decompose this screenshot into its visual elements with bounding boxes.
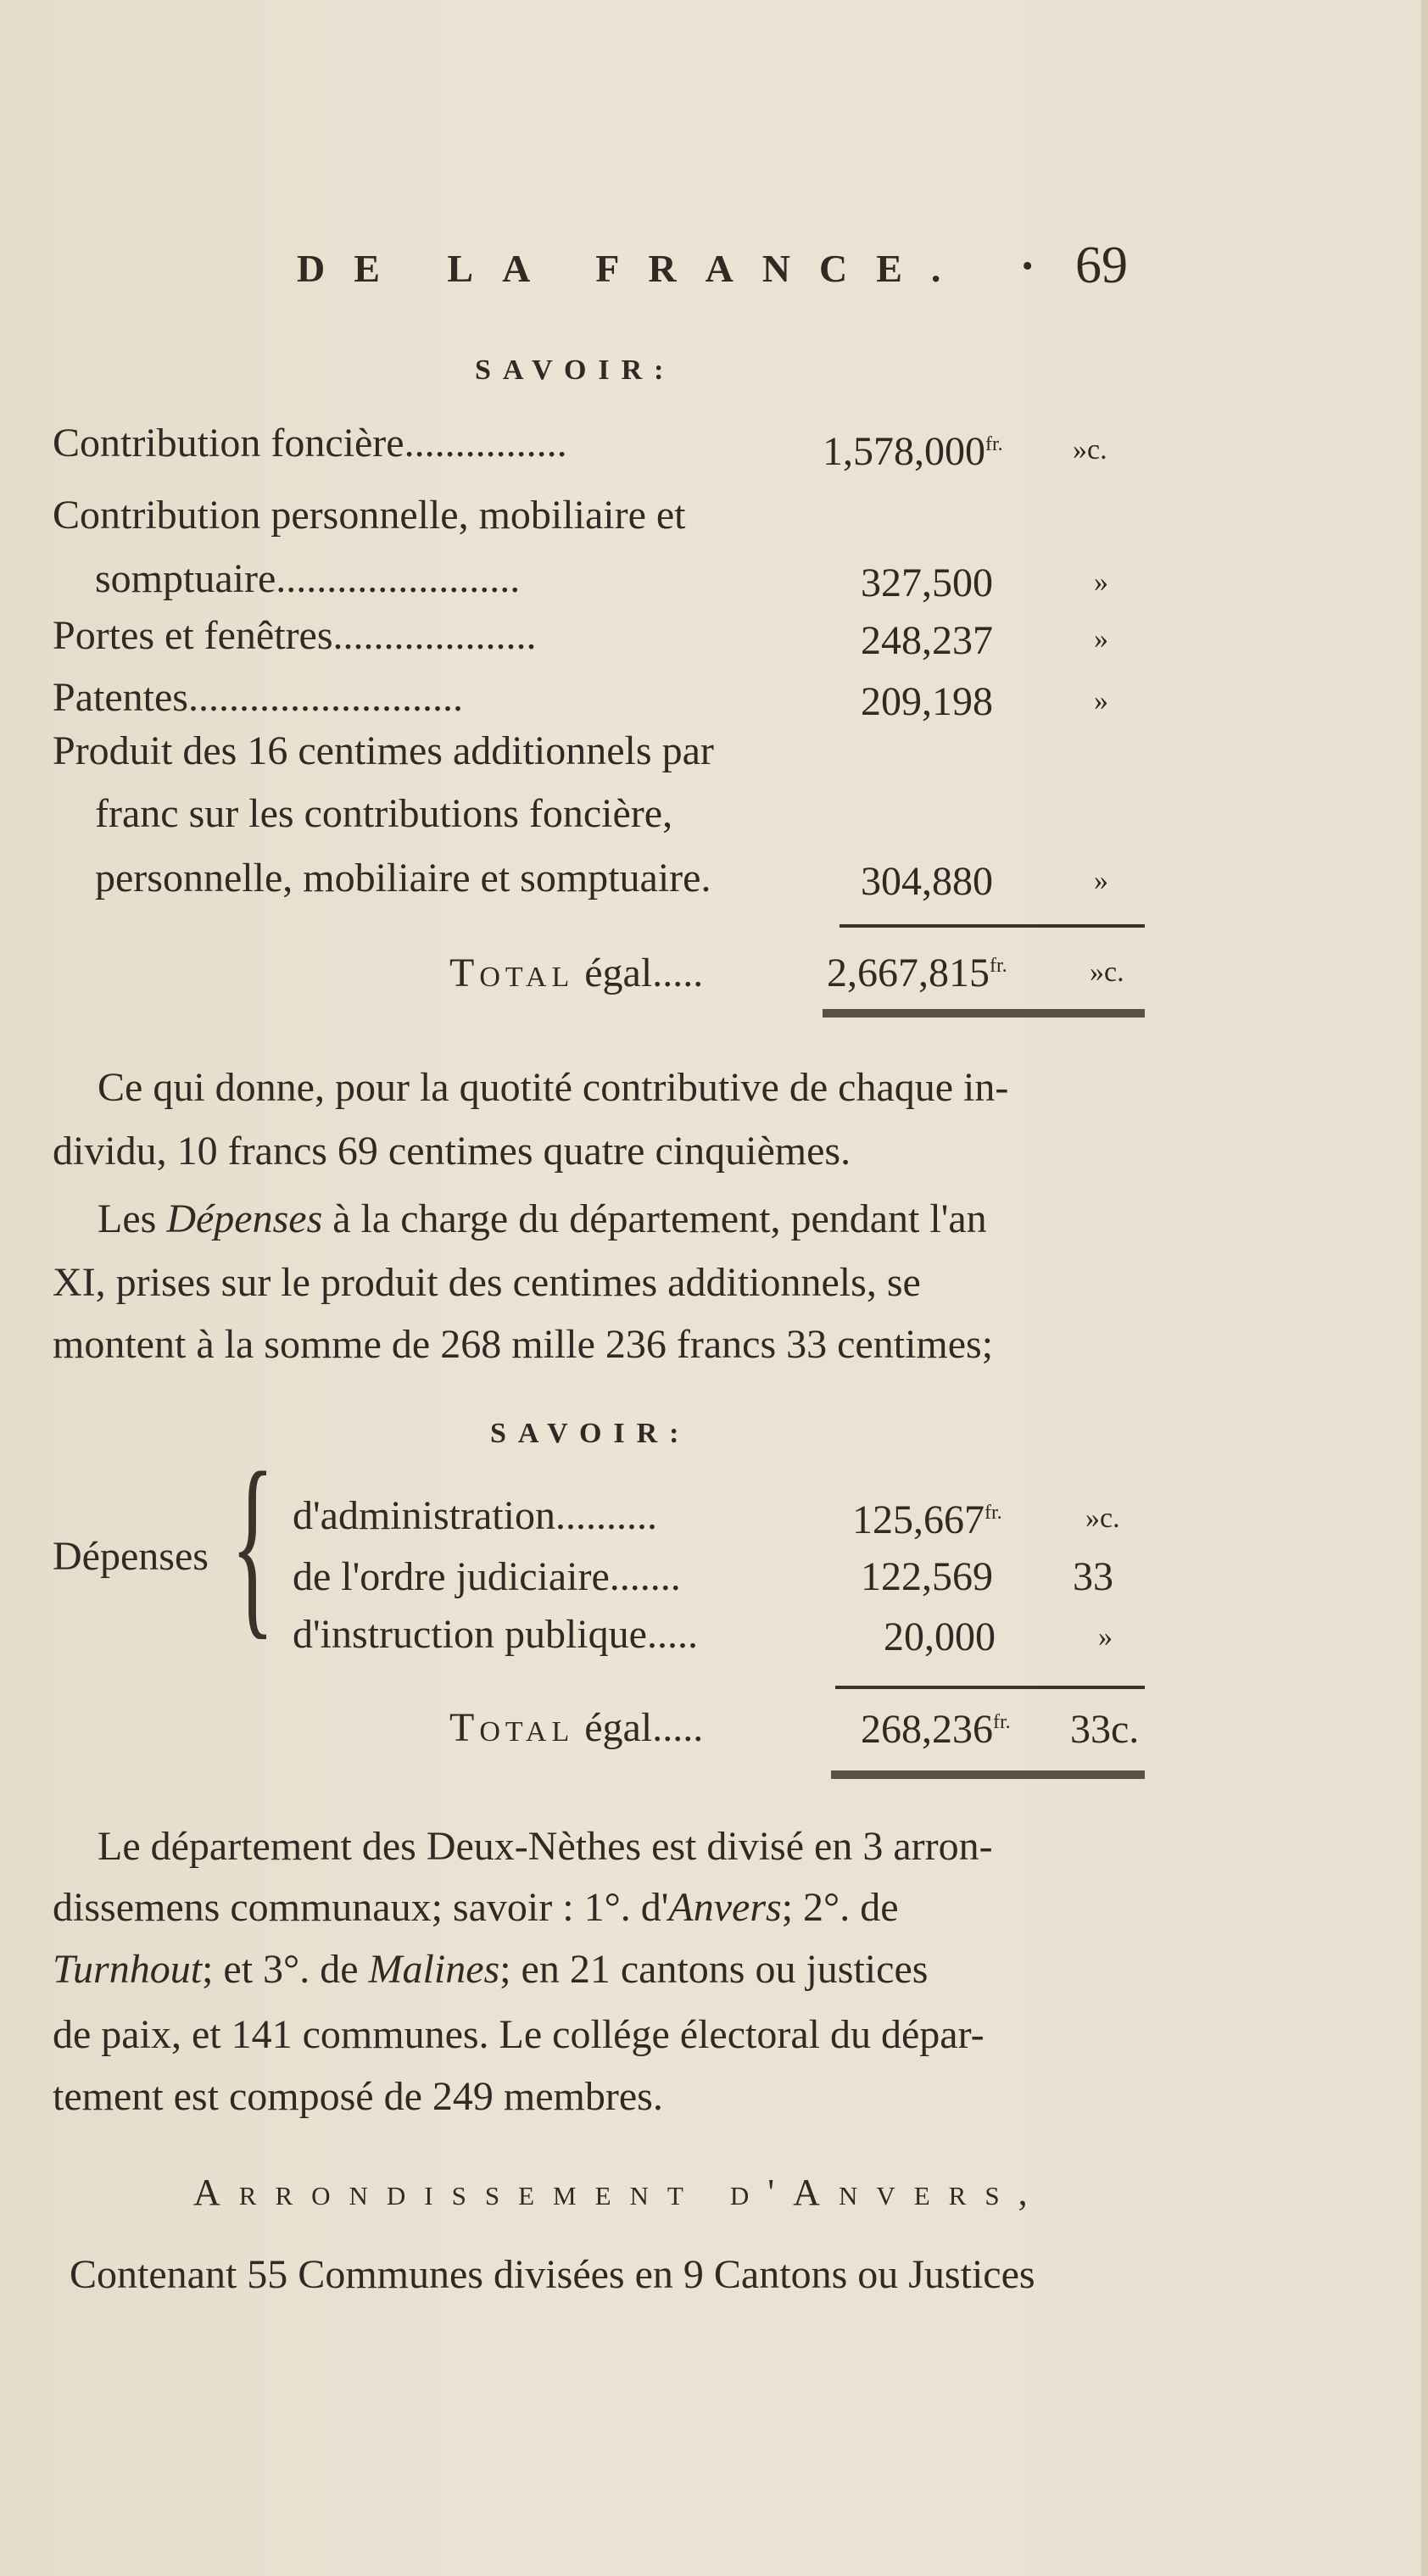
- table1-total-mark: »c.: [1090, 956, 1124, 988]
- table1-row-mark: »c.: [1073, 434, 1107, 466]
- table1-row-label: franc sur les contributions foncière,: [95, 791, 673, 836]
- table1-heading: SAVOIR:: [475, 354, 676, 386]
- table1-total-amount: $2,667,815^{fr.}$: [827, 951, 1007, 995]
- table1-total-label: Total égal.....: [449, 951, 704, 995]
- page-number: 69: [1075, 237, 1128, 294]
- table2-total-cents: 33c.: [1070, 1707, 1140, 1752]
- page-edge: [1421, 0, 1428, 2576]
- table2-row-label: de l'ordre judiciaire.......: [293, 1554, 681, 1599]
- table1-row-label: Contribution foncière................: [53, 421, 567, 466]
- table2-group-label: Dépenses: [53, 1534, 209, 1579]
- table1-row-label: Patentes...........................: [53, 675, 463, 720]
- paragraph-line: dissemens communaux; savoir : 1°. d'Anvers; 2°. de: [53, 1885, 899, 1930]
- table2-total-label: Total égal.....: [449, 1705, 704, 1750]
- paragraph-line: montent à la somme de 268 mille 236 francs 33 centimes;: [53, 1322, 994, 1367]
- paragraph-line: Turnhout; et 3°. de Malines; en 21 cantons ou justices: [53, 1947, 929, 1992]
- table1-row-label: Contribution personnelle, mobiliaire et: [53, 493, 686, 538]
- table1-row-amount: 209,198: [861, 679, 993, 724]
- table2-total-amount: $268,236^{fr.}$: [861, 1707, 1011, 1752]
- table2-heading: SAVOIR:: [490, 1418, 691, 1449]
- table1-row-amount: 304,880: [861, 859, 993, 904]
- table2-row-label: d'instruction publique.....: [293, 1612, 698, 1657]
- header-dot: •: [1022, 248, 1034, 284]
- table2-row-cents: »: [1098, 1621, 1113, 1653]
- table2-row-cents: »c.: [1085, 1503, 1120, 1534]
- table1-row-amount: $1,578,000^{fr.}$: [823, 429, 1003, 474]
- table1-row-mark: »: [1094, 865, 1108, 896]
- table2-row-cents: 33: [1073, 1554, 1113, 1599]
- section-subline: Contenant 55 Communes divisées en 9 Cantons ou Justices: [70, 2252, 1035, 2297]
- paragraph-line: Ce qui donne, pour la quotité contributive de chaque in-: [98, 1065, 1009, 1110]
- table1-row-amount: 327,500: [861, 560, 993, 605]
- total-rule: [835, 1686, 1145, 1689]
- table1-row-mark: »: [1094, 685, 1108, 716]
- total-rule: [840, 924, 1145, 928]
- paragraph-line: de paix, et 141 communes. Le collége électoral du dépar-: [53, 2012, 985, 2057]
- table2-row-label: d'administration..........: [293, 1493, 657, 1538]
- table1-row-label: Produit des 16 centimes additionnels par: [53, 728, 714, 773]
- paragraph-line: Le département des Deux-Nèthes est divisé en 3 arron-: [98, 1824, 993, 1869]
- table1-row-label: somptuaire........................: [95, 556, 521, 601]
- total-double-rule: [823, 1009, 1145, 1018]
- paragraph-line: tement est composé de 249 membres.: [53, 2074, 663, 2119]
- table1-row-label: personnelle, mobiliaire et somptuaire.: [95, 856, 711, 900]
- section-heading: Arrondissement d'Anvers,: [193, 2172, 1046, 2213]
- table2-row-amount: 20,000: [884, 1614, 996, 1659]
- paragraph-line: dividu, 10 francs 69 centimes quatre cinquièmes.: [53, 1129, 851, 1174]
- curly-brace: {: [231, 1430, 275, 1656]
- table1-row-label: Portes et fenêtres....................: [53, 613, 537, 658]
- table2-row-amount: $125,667^{fr.}$: [852, 1497, 1002, 1542]
- total-double-rule: [831, 1770, 1145, 1779]
- table1-row-mark: »: [1094, 566, 1108, 598]
- table2-row-amount: 122,569: [861, 1554, 993, 1599]
- table1-row-mark: »: [1094, 623, 1108, 655]
- running-title: DE LA FRANCE.: [297, 247, 970, 290]
- paragraph-line: XI, prises sur le produit des centimes additionnels, se: [53, 1260, 921, 1305]
- table1-row-amount: 248,237: [861, 618, 993, 663]
- paragraph-line: Les Dépenses à la charge du département, pendant l'an: [98, 1196, 987, 1241]
